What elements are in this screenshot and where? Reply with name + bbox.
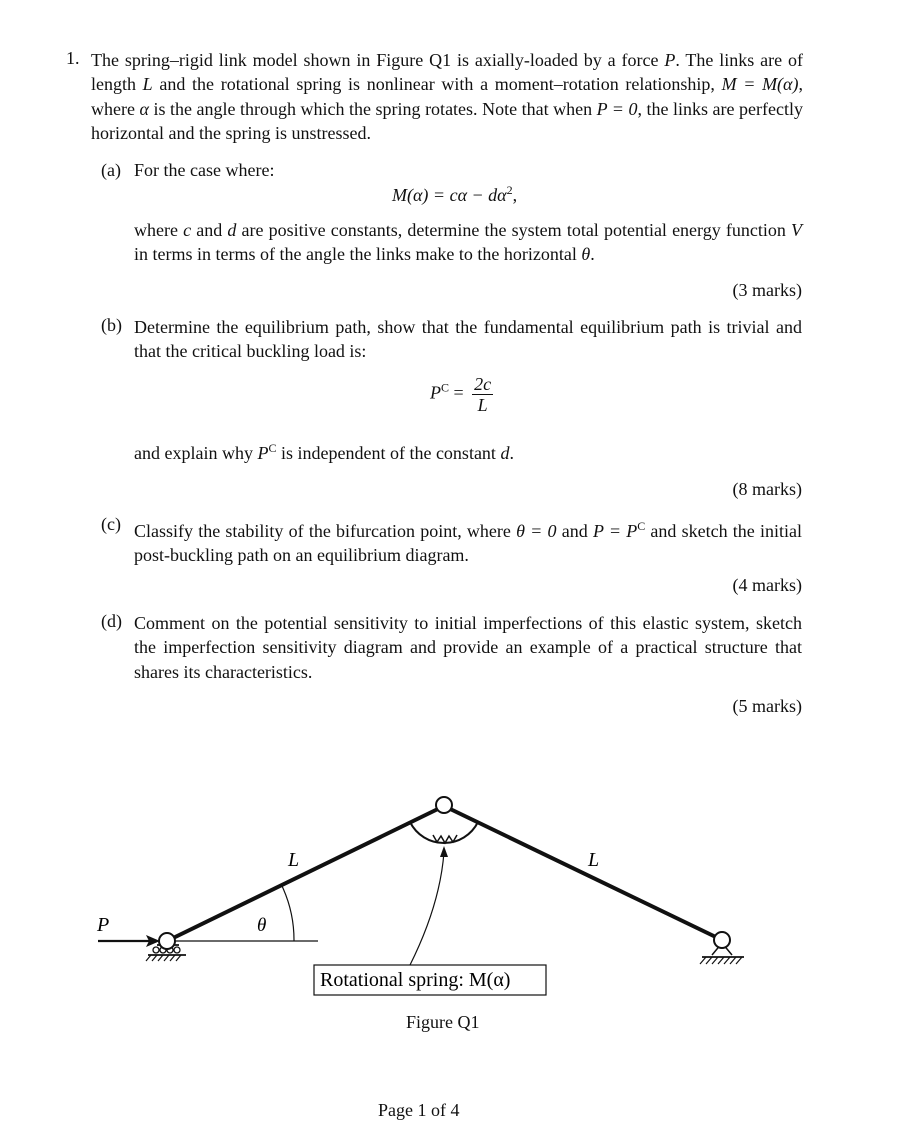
part-c-marks: (4 marks) — [732, 575, 802, 595]
right-hinge — [714, 932, 730, 948]
part-a-marks: (3 marks) — [732, 280, 802, 300]
spring-pointer-line — [410, 852, 444, 965]
figure-caption: Figure Q1 — [406, 1012, 480, 1032]
figure-q1 — [0, 780, 918, 1040]
left-hinge — [159, 933, 175, 949]
part-a-body: where c and d are positive constants, determine the system total potential energy function V in terms in terms of the angle the links make to the horizontal θ. — [134, 220, 802, 265]
part-b-label: (b) — [101, 315, 122, 335]
theta-arc — [282, 886, 294, 941]
part-c-label: (c) — [101, 514, 121, 534]
spring-pointer-head — [440, 846, 448, 857]
part-b-equation: $P^C$ = $\frac{2c}{L}$ — [430, 374, 492, 415]
part-d-marks: (5 marks) — [732, 696, 802, 716]
part-a-equation: $M(\alpha) = c\alpha - d\alpha^2$, — [392, 183, 518, 205]
part-a-lead: For the case where: — [134, 160, 275, 180]
question-number: 1. — [66, 48, 80, 68]
spring-coil — [433, 835, 457, 843]
label-P: P — [97, 914, 110, 936]
apex-hinge — [436, 797, 452, 813]
label-L-left: L — [288, 849, 300, 871]
label-theta: θ — [257, 915, 267, 936]
question-intro: The spring–rigid link model shown in Figure Q1 is axially-loaded by a force P. The links are of length L and the rotational spring is nonlinear with a moment–rotation relationship, M = M(α), where α is the angle through which the spring rotates. Note that when P = 0, the links are perfectly horizontal and the spring is unstressed. — [91, 50, 803, 143]
part-d-text: Comment on the potential sensitivity to initial imperfections of this elastic system, sketch the imperfection sensitivity diagram and provide an example of a practical structure that shares its characteristics. — [134, 613, 802, 682]
right-link — [444, 806, 722, 940]
part-b-explain: and explain why $P^C$ is independent of the constant d. — [134, 441, 514, 463]
part-b-marks: (8 marks) — [732, 479, 802, 499]
part-c-text: Classify the stability of the bifurcation point, where θ = 0 and $P = P^C$ and sketch the initial post-buckling path on an equilibrium diagram. — [134, 519, 803, 566]
page-number: Page 1 of 4 — [378, 1100, 460, 1120]
part-b-text: Determine the equilibrium path, show that the fundamental equilibrium path is trivial and that the critical buckling load is: — [134, 317, 802, 362]
part-d-label: (d) — [101, 611, 122, 631]
spring-label: Rotational spring: M(α) — [320, 969, 511, 991]
label-L-right: L — [588, 849, 600, 871]
part-a-label: (a) — [101, 160, 121, 180]
left-link — [167, 806, 444, 941]
